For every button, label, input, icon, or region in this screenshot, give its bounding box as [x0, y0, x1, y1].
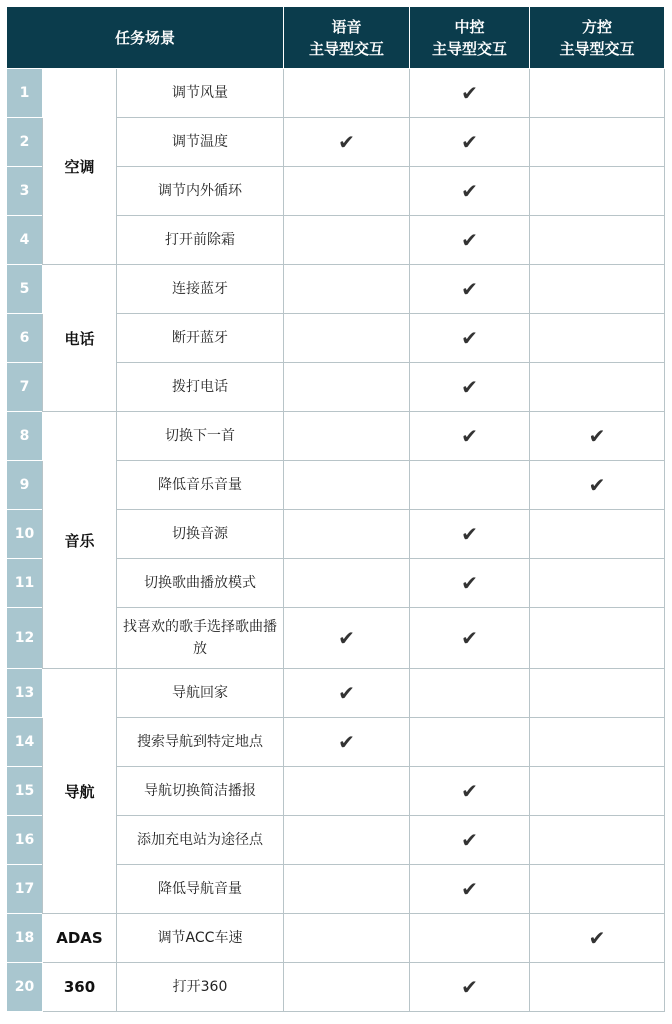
voice-mark-cell — [284, 608, 410, 669]
task-name: 添加充电站为途径点 — [117, 816, 284, 865]
wheel-mark-cell — [530, 69, 665, 118]
wheel-mark-cell — [530, 669, 665, 718]
voice-mark-cell — [284, 265, 410, 314]
task-name: 拨打电话 — [117, 363, 284, 412]
task-name: 导航切换简洁播报 — [117, 767, 284, 816]
row-number: 16 — [7, 816, 43, 865]
wheel-mark-cell — [530, 412, 665, 461]
voice-mark-cell — [284, 216, 410, 265]
row-number: 2 — [7, 118, 43, 167]
task-name: 打开360 — [117, 963, 284, 1012]
header-center — [410, 7, 530, 69]
task-name: 找喜欢的歌手选择歌曲播放 — [117, 608, 284, 669]
wheel-mark-cell — [530, 265, 665, 314]
checkmark-icon: ✔ — [461, 571, 478, 595]
task-name: 调节风量 — [117, 69, 284, 118]
row-number: 10 — [7, 510, 43, 559]
checkmark-icon: ✔ — [461, 424, 478, 448]
voice-mark-cell — [284, 767, 410, 816]
center-mark-cell — [410, 718, 530, 767]
center-mark-cell — [410, 314, 530, 363]
category-cell: 导航 — [43, 669, 117, 914]
voice-mark-cell — [284, 118, 410, 167]
center-mark-cell — [410, 608, 530, 669]
table-row — [7, 69, 665, 118]
table-row — [7, 265, 665, 314]
task-name: 断开蓝牙 — [117, 314, 284, 363]
center-mark-cell — [410, 816, 530, 865]
checkmark-icon: ✔ — [461, 277, 478, 301]
checkmark-icon: ✔ — [461, 130, 478, 154]
checkmark-icon: ✔ — [338, 626, 355, 650]
voice-mark-cell — [284, 510, 410, 559]
center-mark-cell — [410, 669, 530, 718]
center-mark-cell — [410, 69, 530, 118]
row-number: 5 — [7, 265, 43, 314]
wheel-mark-cell — [530, 914, 665, 963]
wheel-mark-cell — [530, 167, 665, 216]
row-number: 17 — [7, 865, 43, 914]
voice-mark-cell — [284, 669, 410, 718]
center-mark-cell — [410, 461, 530, 510]
center-mark-cell — [410, 767, 530, 816]
checkmark-icon: ✔ — [461, 828, 478, 852]
wheel-mark-cell — [530, 767, 665, 816]
checkmark-icon: ✔ — [588, 424, 606, 448]
header-voice — [284, 7, 410, 69]
wheel-mark-cell — [530, 461, 665, 510]
voice-mark-cell — [284, 363, 410, 412]
voice-mark-cell — [284, 963, 410, 1012]
voice-mark-cell — [284, 412, 410, 461]
wheel-mark-cell — [530, 608, 665, 669]
checkmark-icon: ✔ — [588, 926, 606, 950]
task-scenario-table — [6, 6, 665, 1012]
task-name: 打开前除霜 — [117, 216, 284, 265]
voice-mark-cell — [284, 816, 410, 865]
header-wheel — [530, 7, 665, 69]
table-row — [7, 963, 665, 1012]
header-center-line1: 中控 — [454, 17, 485, 36]
center-mark-cell — [410, 216, 530, 265]
wheel-mark-cell — [530, 510, 665, 559]
table-row — [7, 412, 665, 461]
row-number: 3 — [7, 167, 43, 216]
checkmark-icon: ✔ — [338, 681, 355, 705]
checkmark-icon: ✔ — [461, 522, 478, 546]
wheel-mark-cell — [530, 363, 665, 412]
center-mark-cell — [410, 865, 530, 914]
row-number: 15 — [7, 767, 43, 816]
wheel-mark-cell — [530, 559, 665, 608]
row-number: 12 — [7, 608, 43, 669]
wheel-mark-cell — [530, 216, 665, 265]
checkmark-icon: ✔ — [461, 626, 478, 650]
task-name: 调节内外循环 — [117, 167, 284, 216]
header-voice-line1: 语音 — [331, 17, 362, 36]
center-mark-cell — [410, 265, 530, 314]
row-number: 20 — [7, 963, 43, 1012]
wheel-mark-cell — [530, 314, 665, 363]
wheel-mark-cell — [530, 718, 665, 767]
task-name: 降低导航音量 — [117, 865, 284, 914]
checkmark-icon: ✔ — [588, 473, 606, 497]
center-mark-cell — [410, 363, 530, 412]
voice-mark-cell — [284, 559, 410, 608]
category-cell: ADAS — [43, 914, 117, 963]
center-mark-cell — [410, 118, 530, 167]
checkmark-icon: ✔ — [461, 81, 478, 105]
task-name: 搜索导航到特定地点 — [117, 718, 284, 767]
header-wheel-line1: 方控 — [582, 17, 613, 36]
voice-mark-cell — [284, 461, 410, 510]
task-name: 连接蓝牙 — [117, 265, 284, 314]
checkmark-icon: ✔ — [461, 228, 478, 252]
checkmark-icon: ✔ — [461, 877, 478, 901]
center-mark-cell — [410, 914, 530, 963]
voice-mark-cell — [284, 167, 410, 216]
category-cell: 空调 — [43, 69, 117, 265]
table-row — [7, 914, 665, 963]
row-number: 7 — [7, 363, 43, 412]
voice-mark-cell — [284, 69, 410, 118]
task-name: 调节ACC车速 — [117, 914, 284, 963]
header-wheel-line2: 主导型交互 — [559, 39, 635, 58]
center-mark-cell — [410, 559, 530, 608]
row-number: 13 — [7, 669, 43, 718]
voice-mark-cell — [284, 914, 410, 963]
row-number: 1 — [7, 69, 43, 118]
voice-mark-cell — [284, 314, 410, 363]
task-name: 调节温度 — [117, 118, 284, 167]
table-body — [7, 69, 665, 1012]
row-number: 4 — [7, 216, 43, 265]
checkmark-icon: ✔ — [461, 179, 478, 203]
checkmark-icon: ✔ — [461, 779, 478, 803]
category-cell: 音乐 — [43, 412, 117, 669]
wheel-mark-cell — [530, 865, 665, 914]
checkmark-icon: ✔ — [461, 326, 478, 350]
category-cell: 电话 — [43, 265, 117, 412]
category-cell: 360 — [43, 963, 117, 1012]
checkmark-icon: ✔ — [338, 130, 355, 154]
header-scene: 任务场景 — [7, 7, 284, 69]
task-name: 切换音源 — [117, 510, 284, 559]
checkmark-icon: ✔ — [461, 975, 478, 999]
center-mark-cell — [410, 167, 530, 216]
center-mark-cell — [410, 963, 530, 1012]
header-voice-line2: 主导型交互 — [309, 39, 385, 58]
row-number: 14 — [7, 718, 43, 767]
center-mark-cell — [410, 510, 530, 559]
wheel-mark-cell — [530, 816, 665, 865]
task-name: 导航回家 — [117, 669, 284, 718]
checkmark-icon: ✔ — [338, 730, 355, 754]
task-name: 切换下一首 — [117, 412, 284, 461]
header-center-line2: 主导型交互 — [432, 39, 508, 58]
row-number: 6 — [7, 314, 43, 363]
row-number: 11 — [7, 559, 43, 608]
center-mark-cell — [410, 412, 530, 461]
row-number: 8 — [7, 412, 43, 461]
voice-mark-cell — [284, 865, 410, 914]
row-number: 18 — [7, 914, 43, 963]
row-number: 9 — [7, 461, 43, 510]
table-row — [7, 669, 665, 718]
wheel-mark-cell — [530, 963, 665, 1012]
checkmark-icon: ✔ — [461, 375, 478, 399]
task-name: 切换歌曲播放模式 — [117, 559, 284, 608]
wheel-mark-cell — [530, 118, 665, 167]
task-name: 降低音乐音量 — [117, 461, 284, 510]
voice-mark-cell — [284, 718, 410, 767]
header-row — [7, 7, 665, 69]
